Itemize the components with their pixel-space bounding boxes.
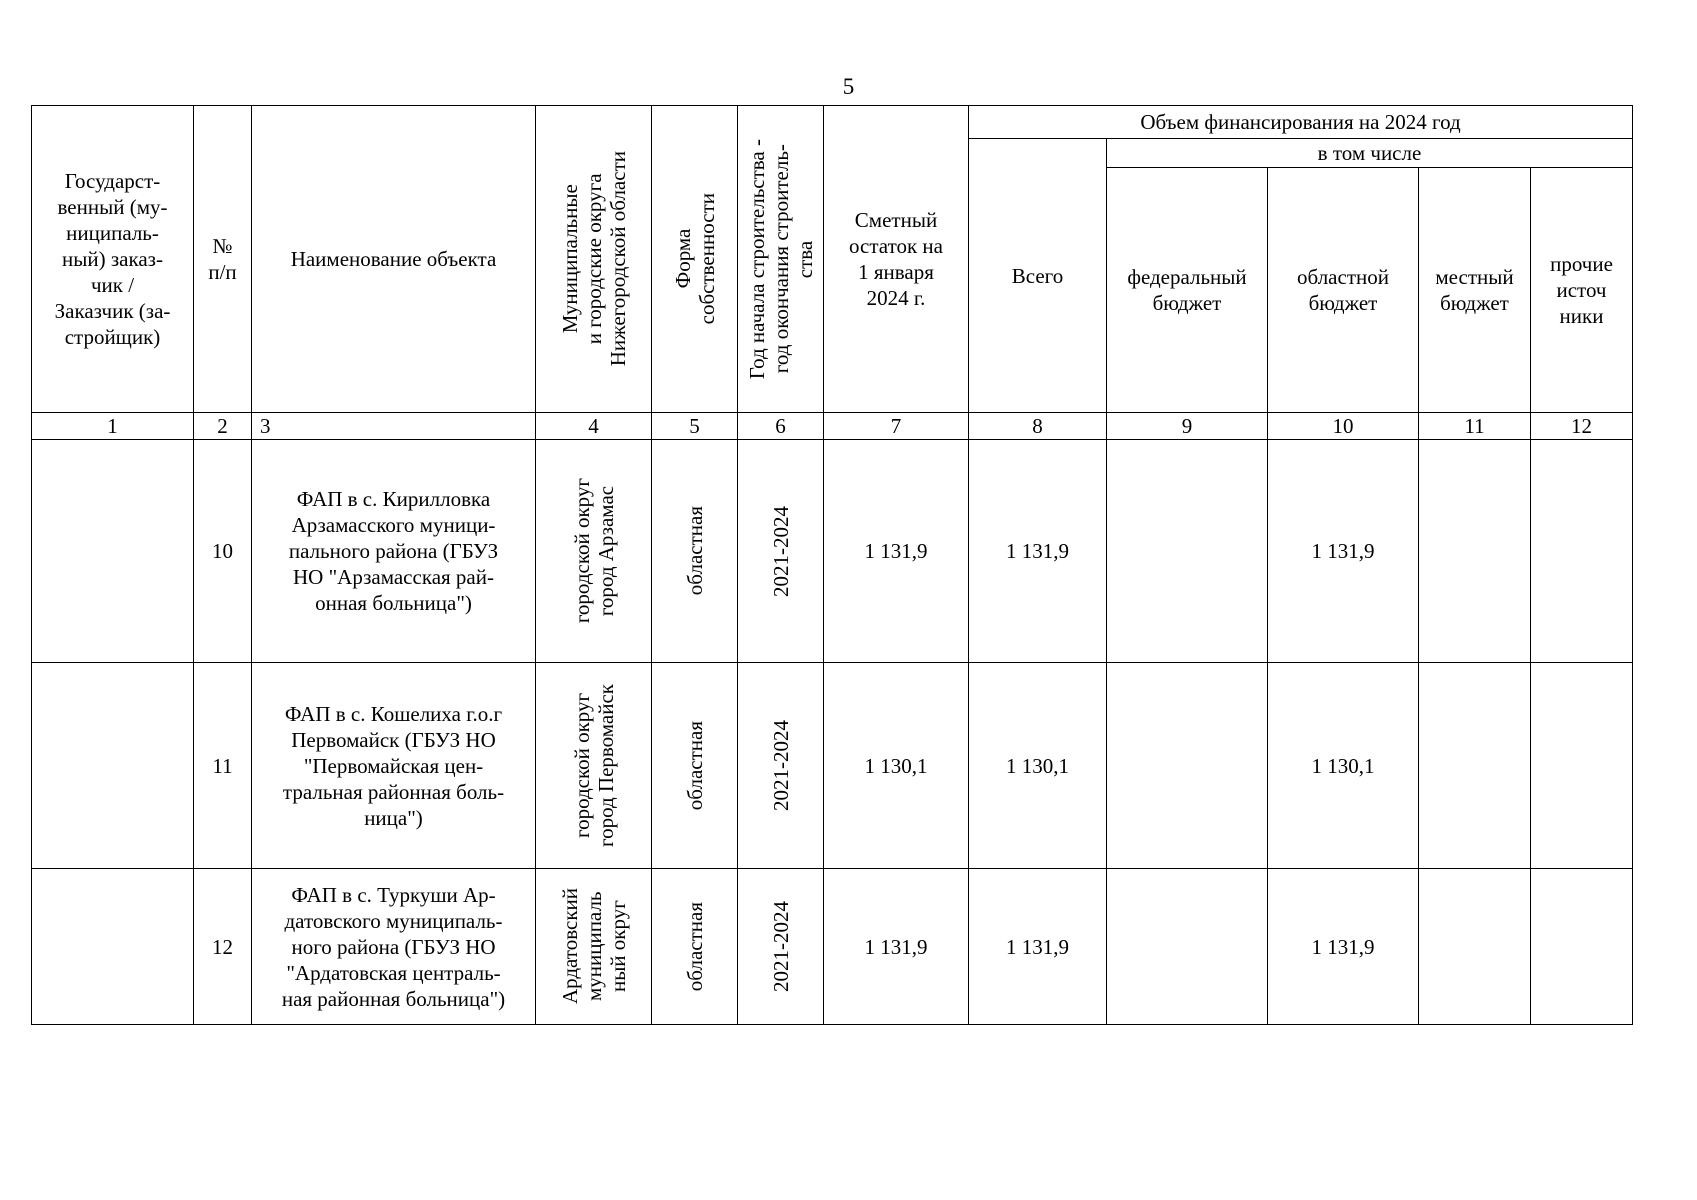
column-number: 6	[738, 413, 824, 440]
cell-ownership: областная	[652, 663, 738, 869]
cell-municipality: городской округ город Арзамас	[536, 440, 652, 663]
header-local: местный бюджет	[1419, 168, 1531, 413]
header-financing-group: Объем финансирования на 2024 год	[969, 106, 1633, 139]
column-number: 4	[536, 413, 652, 440]
cell-local	[1419, 869, 1531, 1025]
header-other: прочие источ ники	[1531, 168, 1633, 413]
header-estimate-balance: Сметный остаток на 1 января 2024 г.	[824, 106, 969, 413]
financing-table	[31, 105, 1633, 1025]
cell-municipality: городской округ город Первомайск	[536, 663, 652, 869]
header-regional: областной бюджет	[1268, 168, 1419, 413]
cell-object-name: ФАП в с. Туркуши Ар- датовского муниципаль- ного района (ГБУЗ НО "Ардатовская централь- ная районная больница")	[252, 869, 536, 1025]
cell-regional: 1 130,1	[1268, 663, 1419, 869]
column-number: 8	[969, 413, 1107, 440]
header-including: в том числе	[1107, 139, 1633, 168]
header-total: Всего	[969, 139, 1107, 413]
cell-customer	[32, 663, 194, 869]
cell-regional: 1 131,9	[1268, 869, 1419, 1025]
cell-municipality: Ардатовский муниципаль ный округ	[536, 869, 652, 1025]
header-object-name: Наименование объекта	[252, 106, 536, 413]
column-number: 9	[1107, 413, 1268, 440]
cell-other	[1531, 440, 1633, 663]
cell-ownership: областная	[652, 869, 738, 1025]
cell-object-name: ФАП в с. Кошелиха г.о.г Первомайск (ГБУЗ НО "Первомайская цен- тральная районная боль- ница")	[252, 663, 536, 869]
header-municipality: Муниципальные и городские округа Нижегородской области	[536, 106, 652, 413]
cell-years: 2021-2024	[738, 663, 824, 869]
cell-total: 1 131,9	[969, 869, 1107, 1025]
table-row	[32, 869, 1633, 1025]
cell-ownership: областная	[652, 440, 738, 663]
cell-estimate-balance: 1 130,1	[824, 663, 969, 869]
cell-number: 10	[194, 440, 252, 663]
column-numbers-row	[32, 413, 1633, 440]
cell-federal	[1107, 663, 1268, 869]
cell-object-name: ФАП в с. Кирилловка Арзамасского муници- пального района (ГБУЗ НО "Арзамасская рай- онная больница")	[252, 440, 536, 663]
page-number: 5	[842, 74, 855, 99]
header-customer: Государст- венный (му- ниципаль- ный) заказ- чик / Заказчик (за- стройщик)	[32, 106, 194, 413]
column-number: 5	[652, 413, 738, 440]
column-number: 7	[824, 413, 969, 440]
header-number: № п/п	[194, 106, 252, 413]
cell-customer	[32, 440, 194, 663]
cell-local	[1419, 440, 1531, 663]
cell-number: 12	[194, 869, 252, 1025]
cell-total: 1 130,1	[969, 663, 1107, 869]
column-number: 1	[32, 413, 194, 440]
cell-years: 2021-2024	[738, 869, 824, 1025]
cell-total: 1 131,9	[969, 440, 1107, 663]
column-number: 11	[1419, 413, 1531, 440]
cell-number: 11	[194, 663, 252, 869]
cell-estimate-balance: 1 131,9	[824, 869, 969, 1025]
cell-customer	[32, 869, 194, 1025]
header-years: Год начала строительства - год окончания строитель- ства	[738, 106, 824, 413]
cell-local	[1419, 663, 1531, 869]
cell-other	[1531, 869, 1633, 1025]
cell-years: 2021-2024	[738, 440, 824, 663]
cell-federal	[1107, 869, 1268, 1025]
cell-regional: 1 131,9	[1268, 440, 1419, 663]
column-number: 10	[1268, 413, 1419, 440]
table-row	[32, 663, 1633, 869]
header-ownership: Форма собственности	[652, 106, 738, 413]
cell-federal	[1107, 440, 1268, 663]
cell-estimate-balance: 1 131,9	[824, 440, 969, 663]
column-number: 3	[252, 413, 536, 440]
cell-other	[1531, 663, 1633, 869]
table-row	[32, 440, 1633, 663]
header-row-1	[32, 106, 1633, 139]
header-federal: федеральный бюджет	[1107, 168, 1268, 413]
column-number: 2	[194, 413, 252, 440]
column-number: 12	[1531, 413, 1633, 440]
